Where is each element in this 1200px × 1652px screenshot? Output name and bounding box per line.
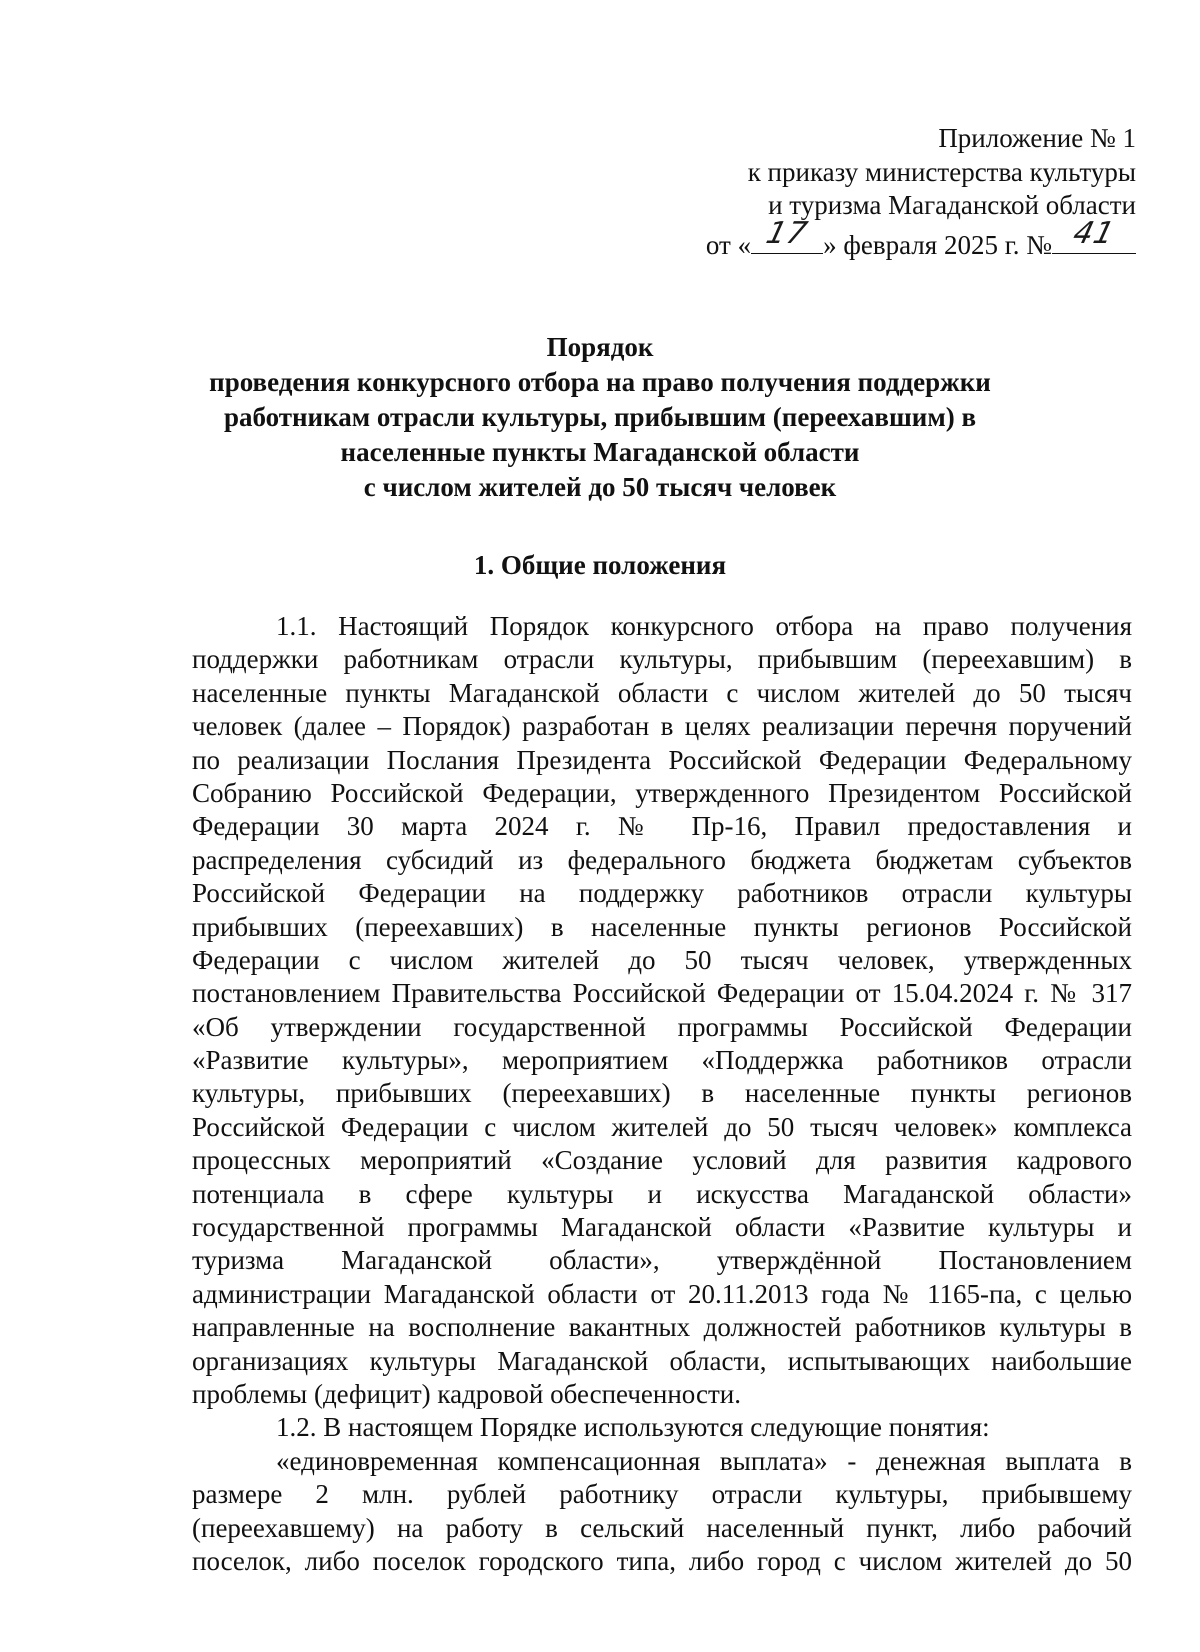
body-line: Российской Федерации с числом жителей до 50 тысяч человек» комплекса (192, 1111, 1132, 1142)
appendix-date-line (705, 216, 1136, 263)
title-line-5: с числом жителей до 50 тысяч человек (363, 472, 837, 502)
title-line-1: Порядок (546, 332, 654, 362)
appendix-ministry: и туризма Магаданской области (768, 190, 1136, 220)
body-line: поселок, либо поселок городского типа, либо город с числом жителей до 50 (192, 1545, 1132, 1576)
body-line: Федерации 30 марта 2024 г. № Пр-16, Правил предоставления и (192, 811, 1132, 842)
body-line: культуры, прибывших (переехавших) в населенные пункты регионов (192, 1078, 1132, 1109)
body-line: государственной программы Магаданской области «Развитие культуры и (192, 1212, 1132, 1243)
body-line: «Развитие культуры», мероприятием «Поддержка работников отрасли (192, 1045, 1132, 1076)
body-line: распределения субсидий из федерального бюджета бюджетам субъектов (192, 844, 1132, 875)
body-line: Российской Федерации на поддержку работников отрасли культуры (192, 878, 1132, 909)
title-line-4: населенные пункты Магаданской области (340, 437, 860, 467)
body-line: «единовременная компенсационная выплата» - денежная выплата в (276, 1445, 1132, 1476)
body-line: по реализации Послания Президента Российской Федерации Федеральному (192, 744, 1132, 775)
body-line: проблемы (дефицит) кадровой обеспеченности. (192, 1378, 741, 1409)
body-line: потенциала в сфере культуры и искусства Магаданской области» (192, 1178, 1132, 1209)
body-line: размере 2 млн. рублей работнику отрасли культуры, прибывшему (192, 1479, 1132, 1510)
handwritten-order-number: 41 (1069, 216, 1119, 251)
body-line: направленные на восполнение вакантных должностей работников культуры в (192, 1312, 1132, 1343)
body-text (192, 610, 1132, 1578)
body-line: «Об утверждении государственной программы Российской Федерации (192, 1011, 1132, 1042)
handwritten-day: 17 (762, 216, 812, 251)
body-line: поддержки работникам отрасли культуры, прибывшим (переехавшим) в (192, 644, 1132, 675)
date-day-blank (751, 216, 823, 254)
title-line-3: работникам отрасли культуры, прибывшим (переехавшим) в (223, 402, 977, 432)
appendix-number: Приложение № 1 (938, 123, 1136, 153)
body-line: туризма Магаданской области», утверждённой Постановлением (192, 1245, 1132, 1276)
title-line-2: проведения конкурсного отбора на право получения поддержки (209, 367, 991, 397)
appendix-block (706, 122, 1136, 262)
section-heading: 1. Общие положения (473, 550, 727, 580)
body-line: 1.1. Настоящий Порядок конкурсного отбора на право получения (276, 611, 1132, 641)
body-line: Собранию Российской Федерации, утвержденного Президентом Российской (192, 777, 1132, 808)
body-line: человек (далее – Порядок) разработан в целях реализации перечня поручений (192, 711, 1132, 742)
body-line: (переехавшему) на работу в сельский населенный пункт, либо рабочий (192, 1512, 1132, 1543)
body-line: 1.2. В настоящем Порядке используются следующие понятия: (276, 1412, 990, 1443)
date-middle: » февраля 2025 г. № (823, 229, 1052, 260)
order-number-blank (1052, 216, 1136, 254)
body-line: постановлением Правительства Российской Федерации от 15.04.2024 г. № 317 (192, 978, 1132, 1009)
body-line: населенные пункты Магаданской области с числом жителей до 50 тысяч (192, 677, 1132, 708)
body-line: организациях культуры Магаданской области, испытывающих наибольшие (192, 1345, 1132, 1376)
appendix-order-ref: к приказу министерства культуры (747, 156, 1136, 187)
body-line: Федерации с числом жителей до 50 тысяч человек, утвержденных (192, 944, 1132, 975)
body-line: прибывших (переехавших) в населенные пункты регионов Российской (192, 911, 1132, 942)
body-line: процессных мероприятий «Создание условий для развития кадрового (192, 1145, 1132, 1176)
body-line: администрации Магаданской области от 20.11.2013 года № 1165-па, с целью (192, 1278, 1132, 1309)
date-prefix: от « (705, 229, 752, 260)
document-title (150, 330, 1050, 505)
